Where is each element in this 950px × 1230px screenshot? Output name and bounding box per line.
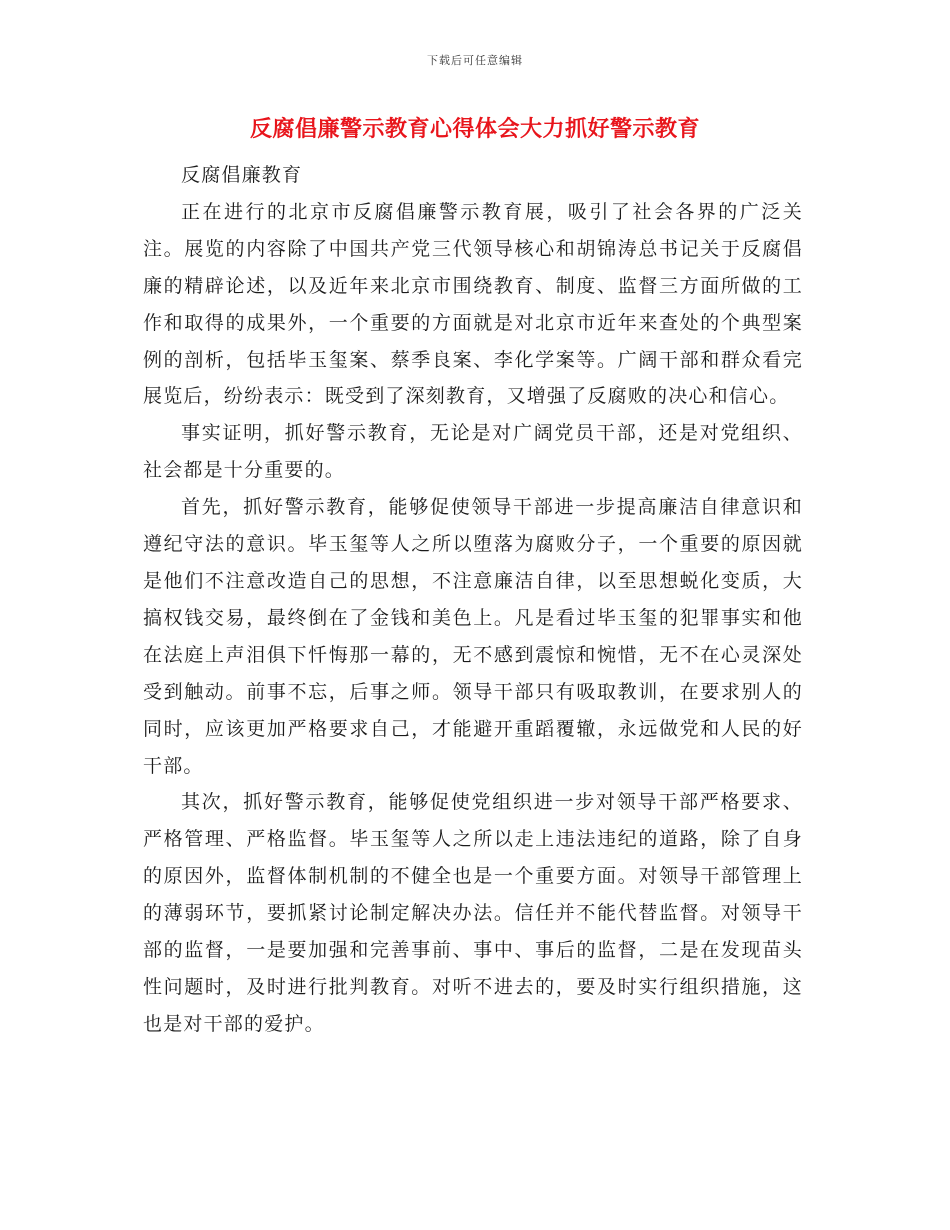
paragraph-2: 事实证明，抓好警示教育，无论是对广阔党员干部，还是对党组织、社会都是十分重要的。 xyxy=(143,422,803,482)
paragraph-1: 正在进行的北京市反腐倡廉警示教育展，吸引了社会各界的广泛关注。展览的内容除了中国共产党三代领导核心和胡锦涛总书记关于反腐倡廉的精辟论述，以及近年来北京市围绕教育、制度、监督三方面所做的工作和取得的成果外，一个重要的方面就是对北京市近年来查处的个典型案例的剖析，包括毕玉玺案、蔡季良案、李化学案等。广阔干部和群众看完展览后，纷纷表示：既受到了深刻教育，又增强了反腐败的决心和信心。 xyxy=(143,200,803,408)
paragraph-3: 首先，抓好警示教育，能够促使领导干部进一步提高廉洁自律意识和遵纪守法的意识。毕玉玺等人之所以堕落为腐败分子，一个重要的原因就是他们不注意改造自己的思想，不注意廉洁自律，以至思想蜕化变质，大搞权钱交易，最终倒在了金钱和美色上。凡是看过毕玉玺的犯罪事实和他在法庭上声泪俱下忏悔那一幕的，无不感到震惊和惋惜，无不在心灵深处受到触动。前事不忘，后事之师。领导干部只有吸取教训，在要求别人的同时，应该更加严格要求自己，才能避开重蹈覆辙，永远做党和人民的好干部。 xyxy=(143,496,803,777)
header-note: 下载后可任意编辑 xyxy=(427,54,523,67)
document-title: 反腐倡廉警示教育心得体会大力抓好警示教育 xyxy=(249,116,700,142)
paragraph-4: 其次，抓好警示教育，能够促使党组织进一步对领导干部严格要求、严格管理、严格监督。毕玉玺等人之所以走上违法违纪的道路，除了自身的原因外，监督体制机制的不健全也是一个重要方面。对领导干部管理上的薄弱环节，要抓紧讨论制定解决办法。信任并不能代替监督。对领导干部的监督，一是要加强和完善事前、事中、事后的监督，二是在发现苗头性问题时，及时进行批判教育。对听不进去的，要及时实行组织措施，这也是对干部的爱护。 xyxy=(143,791,803,1035)
document-body xyxy=(143,157,803,1043)
subheading: 反腐倡廉教育 xyxy=(181,164,303,186)
